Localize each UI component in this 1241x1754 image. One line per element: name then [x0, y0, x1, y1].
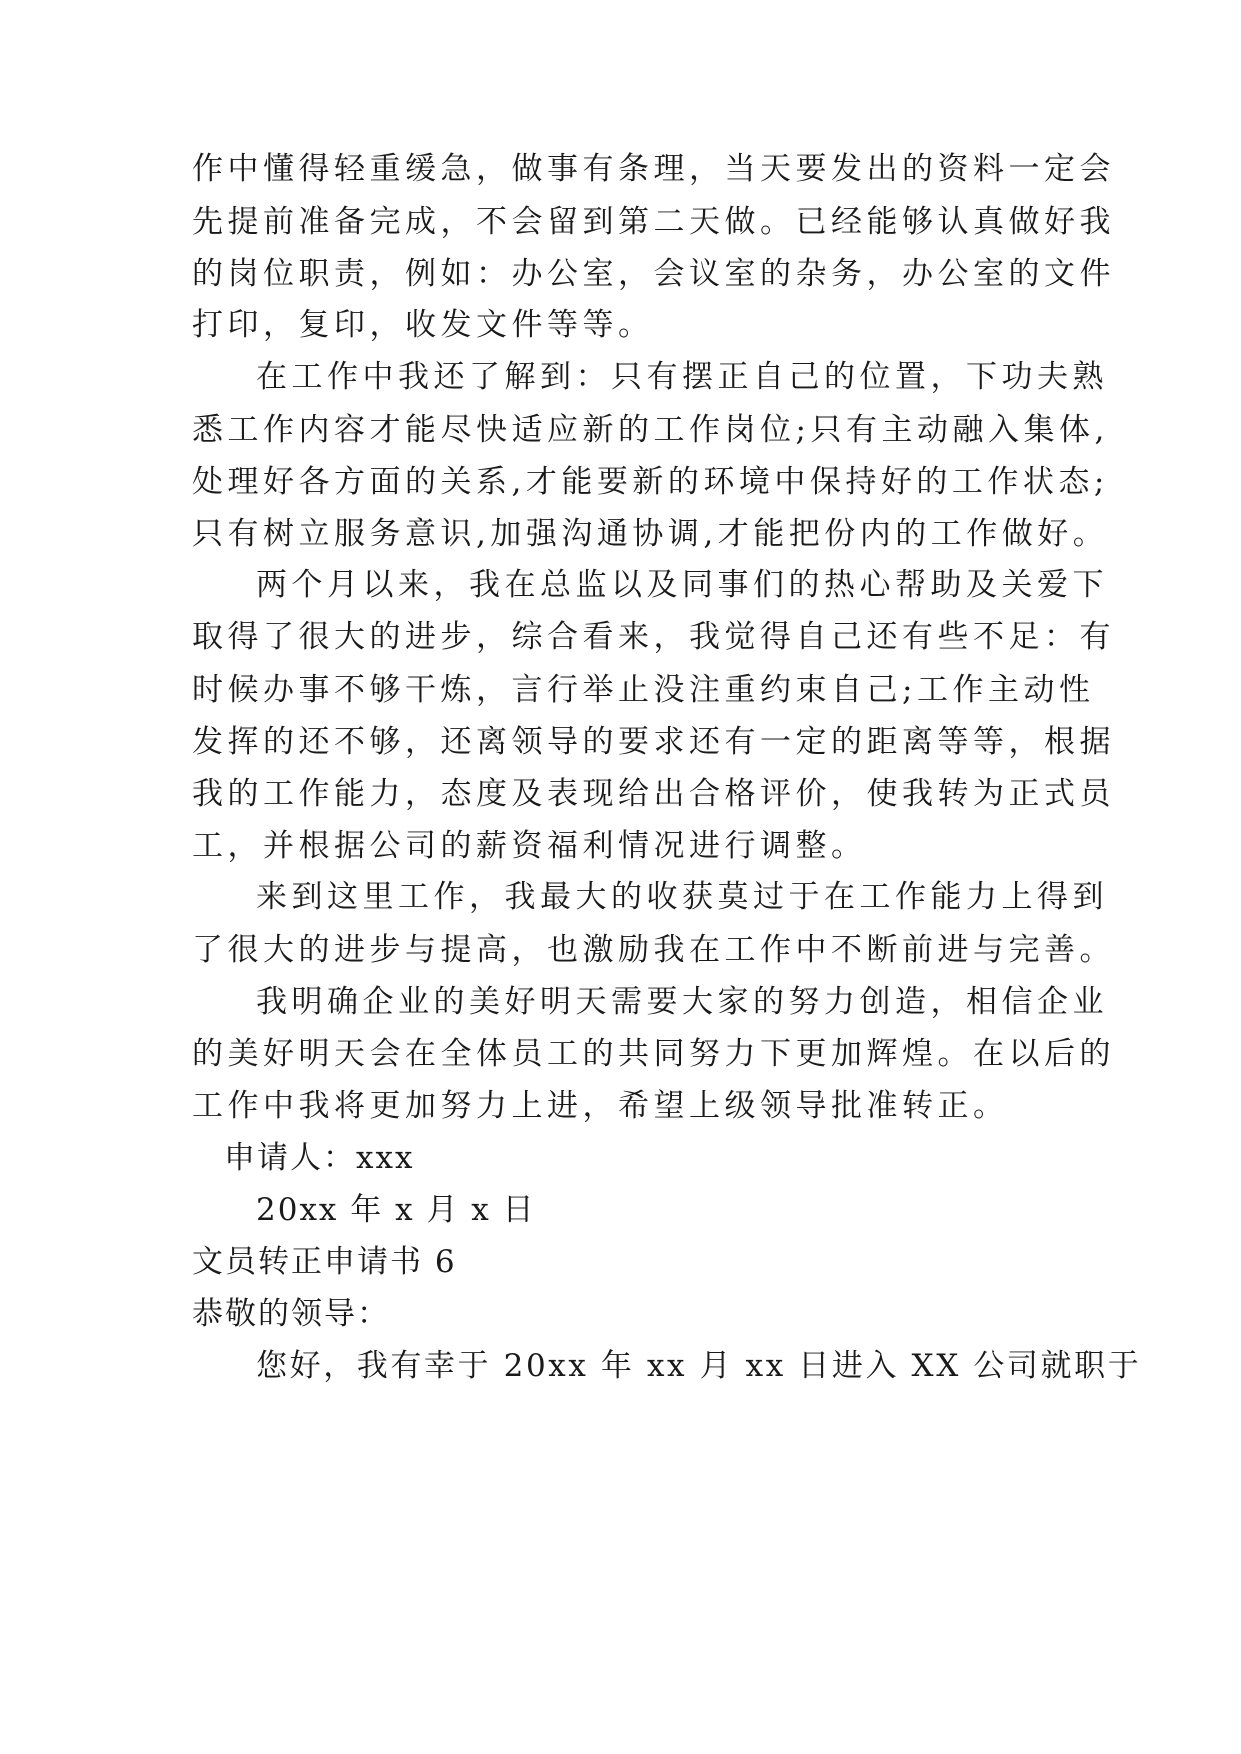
paragraph-3-line-5: 我的工作能力，态度及表现给出合格评价，使我转为正式员	[192, 776, 1115, 812]
paragraph-2-line-4: 只有树立服务意识,加强沟通协调,才能把份内的工作做好。	[192, 516, 1109, 552]
body-line-2: 先提前准备完成，不会留到第二天做。已经能够认真做好我	[192, 204, 1115, 240]
paragraph-5-line-2: 的美好明天会在全体员工的共同努力下更加辉煌。在以后的	[192, 1036, 1115, 1072]
paragraph-3-line-3: 时候办事不够干炼，言行举止没注重约束自己;工作主动性	[192, 672, 1095, 708]
signature-date: 20xx 年 x 月 x 日	[256, 1192, 536, 1228]
body-line-4: 打印，复印，收发文件等等。	[192, 307, 654, 343]
paragraph-2-line-3: 处理好各方面的关系,才能要新的环境中保持好的工作状态;	[192, 464, 1109, 500]
body-line-1: 作中懂得轻重缓急，做事有条理，当天要发出的资料一定会	[192, 151, 1115, 187]
paragraph-5-line-1: 我明确企业的美好明天需要大家的努力创造，相信企业	[256, 984, 1108, 1020]
paragraph-4-line-2: 了很大的进步与提高，也激励我在工作中不断前进与完善。	[192, 932, 1115, 968]
paragraph-2-line-2: 悉工作内容才能尽快适应新的工作岗位;只有主动融入集体,	[192, 412, 1109, 448]
paragraph-5-line-3: 工作中我将更加努力上进，希望上级领导批准转正。	[192, 1088, 1009, 1124]
paragraph-3-line-2: 取得了很大的进步，综合看来，我觉得自己还有些不足：有	[192, 619, 1115, 655]
letter-opening-line: 您好，我有幸于 20xx 年 xx 月 xx 日进入 XX 公司就职于	[256, 1348, 1142, 1384]
applicant-signature: 申请人：xxx	[224, 1140, 415, 1176]
paragraph-4-line-1: 来到这里工作，我最大的收获莫过于在工作能力上得到	[256, 879, 1108, 915]
salutation: 恭敬的领导：	[192, 1296, 390, 1332]
paragraph-3-line-6: 工，并根据公司的薪资福利情况进行调整。	[192, 828, 867, 864]
section-title: 文员转正申请书 6	[192, 1244, 457, 1280]
body-line-3: 的岗位职责，例如：办公室，会议室的杂务，办公室的文件	[192, 256, 1115, 292]
paragraph-2-line-1: 在工作中我还了解到：只有摆正自己的位置，下功夫熟	[256, 359, 1108, 395]
paragraph-3-line-1: 两个月以来，我在总监以及同事们的热心帮助及关爱下	[256, 567, 1108, 603]
paragraph-3-line-4: 发挥的还不够，还离领导的要求还有一定的距离等等，根据	[192, 724, 1115, 760]
